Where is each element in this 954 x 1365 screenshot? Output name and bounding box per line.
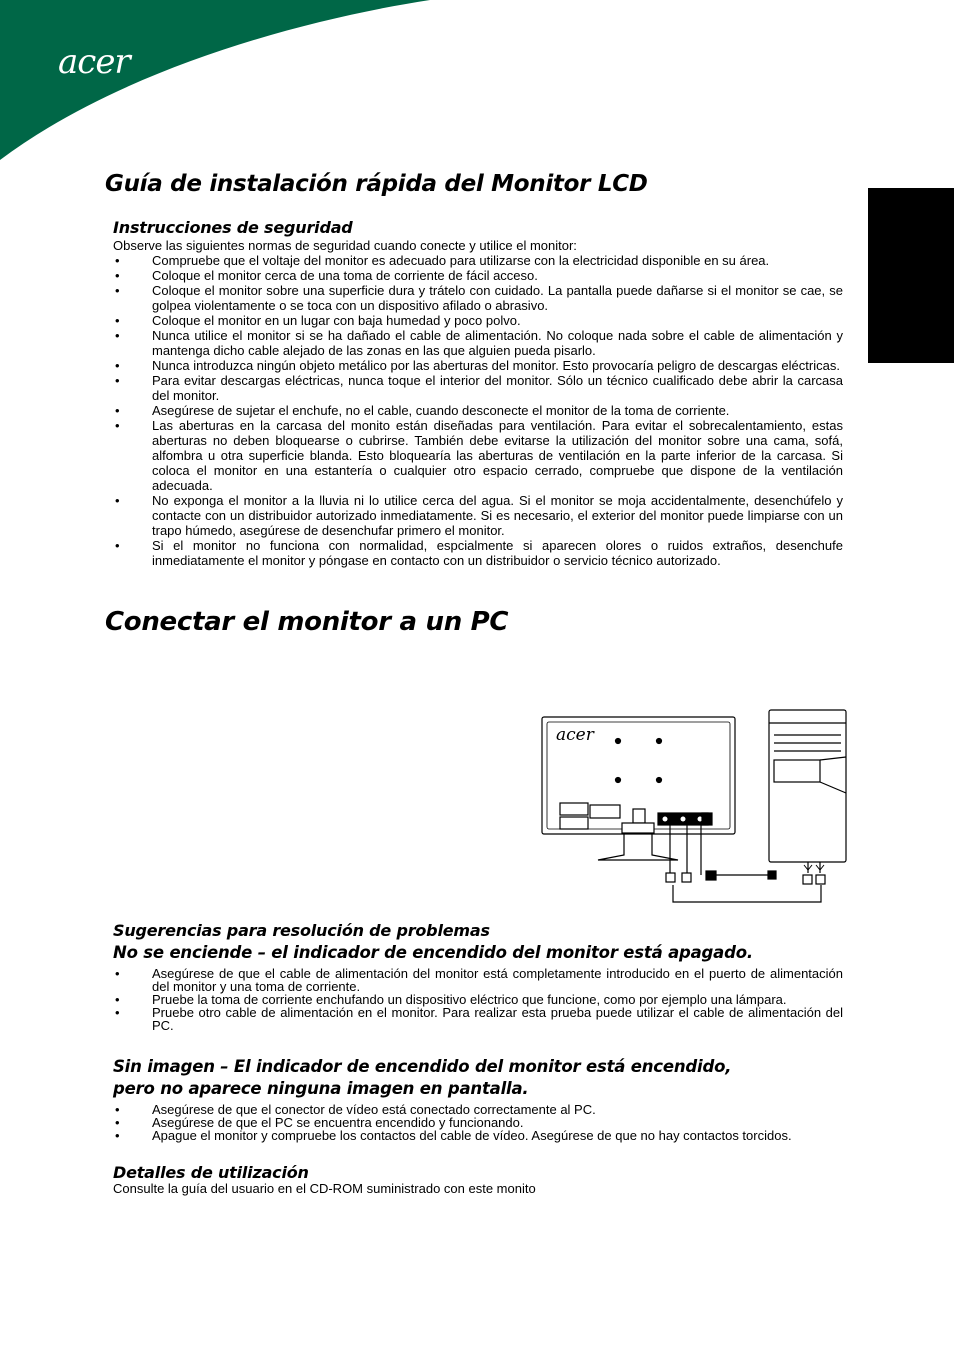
list-item: • Coloque el monitor en un lugar con baja humedad y poco polvo. (113, 313, 843, 328)
list-item: • Apague el monitor y compruebe los contactos del cable de vídeo. Asegúrese de que no hay contactos torcidos. (113, 1129, 843, 1142)
no-power-list (113, 967, 843, 1032)
usage-text: Consulte la guía del usuario en el CD-ROM suministrado con este monito (113, 1181, 536, 1196)
list-item: • Pruebe la toma de corriente enchufando un dispositivo eléctrico que funcione, como por ejemplo una lámpara. (113, 993, 843, 1006)
header-corner-shape (0, 0, 440, 165)
no-image-list (113, 1103, 843, 1142)
safety-list (113, 253, 843, 568)
language-side-tab (868, 188, 954, 363)
safety-heading: Instrucciones de seguridad (113, 218, 353, 237)
usage-heading: Detalles de utilización (113, 1163, 309, 1182)
list-item: • Compruebe que el voltaje del monitor es adecuado para utilizarse con la electricidad disponible en su área. (113, 253, 843, 268)
troubleshooting-heading: Sugerencias para resolución de problemas (113, 921, 490, 940)
list-item: • No exponga el monitor a la lluvia ni lo utilice cerca del agua. Si el monitor se moja accidentalmente, desenchúfelo y contacte con un distribuidor autorizado inmediatamente. Si es necesario, el exterior del monitor puede limpiarse con un trapo húmedo, asegúrese de desenchufar primero el monitor. (113, 493, 843, 538)
list-item: • Asegúrese de que el conector de vídeo está conectado correctamente al PC. (113, 1103, 843, 1116)
list-item: • Las aberturas en la carcasa del monito están diseñadas para ventilación. Para evitar el sobrecalentamiento, estas aberturas no deben bloquearse o cubrirse. También debe evitarse la utilización del monitor sobre una cama, sofá, alfombra u otra superficie blanda. Esto bloquearía las aberturas de ventilación en la parte inferior de la carcasa. Si coloca el monitor en una estantería o cualquier otro espacio cerrado, compruebe que dispone de la ventilación adecuada. (113, 418, 843, 493)
list-item: • Asegúrese de sujetar el enchufe, no el cable, cuando desconecte el monitor de la toma de corriente. (113, 403, 843, 418)
list-item: • Pruebe otro cable de alimentación en el monitor. Para realizar esta prueba puede utilizar el cable de alimentación del PC. (113, 1006, 843, 1032)
list-item: • Asegúrese de que el cable de alimentación del monitor está completamente introducido en el puerto de alimentación del monitor y una toma de corriente. (113, 967, 843, 993)
connection-diagram (538, 705, 853, 905)
page-title: Guía de instalación rápida del Monitor LCD (105, 171, 648, 197)
monitor-logo: acer (556, 725, 594, 745)
pc-tower (769, 710, 846, 862)
list-item: • Asegúrese de que el PC se encuentra encendido y funcionando. (113, 1116, 843, 1129)
connect-heading: Conectar el monitor a un PC (105, 607, 509, 637)
safety-intro: Observe las siguientes normas de seguridad cuando conecte y utilice el monitor: (113, 238, 577, 253)
no-image-heading: Sin imagen – El indicador de encendido del monitor está encendido, (113, 1057, 732, 1076)
acer-logo: acer (58, 42, 130, 82)
list-item: • Para evitar descargas eléctricas, nunca toque el interior del monitor. Sólo un técnico cualificado debe abrir la carcasa del monitor. (113, 373, 843, 403)
list-item: • Si el monitor no funciona con normalidad, espcialmente si aparecen olores o ruidos extraños, desenchufe inmediatamente el monitor y póngase en contacto con un distribuidor o servicio técnico autorizado. (113, 538, 843, 568)
no-image-heading-line2: pero no aparece ninguna imagen en pantalla. (113, 1079, 529, 1098)
list-item: • Coloque el monitor sobre una superficie dura y trátelo con cuidado. La pantalla puede dañarse si el monitor se cae, se golpea violentamente o se toca con un dispositivo afilado o abrasivo. (113, 283, 843, 313)
list-item: • Coloque el monitor cerca de una toma de corriente de fácil acceso. (113, 268, 843, 283)
no-power-heading: No se enciende – el indicador de encendido del monitor está apagado. (113, 943, 753, 962)
list-item: • Nunca introduzca ningún objeto metálico por las aberturas del monitor. Esto provocaría peligro de descargas eléctricas. (113, 358, 843, 373)
list-item: • Nunca utilice el monitor si se ha dañado el cable de alimentación. No coloque nada sobre el cable de alimentación y mantenga dicho cable alejado de las zonas en las que alguien pueda pisarlo. (113, 328, 843, 358)
